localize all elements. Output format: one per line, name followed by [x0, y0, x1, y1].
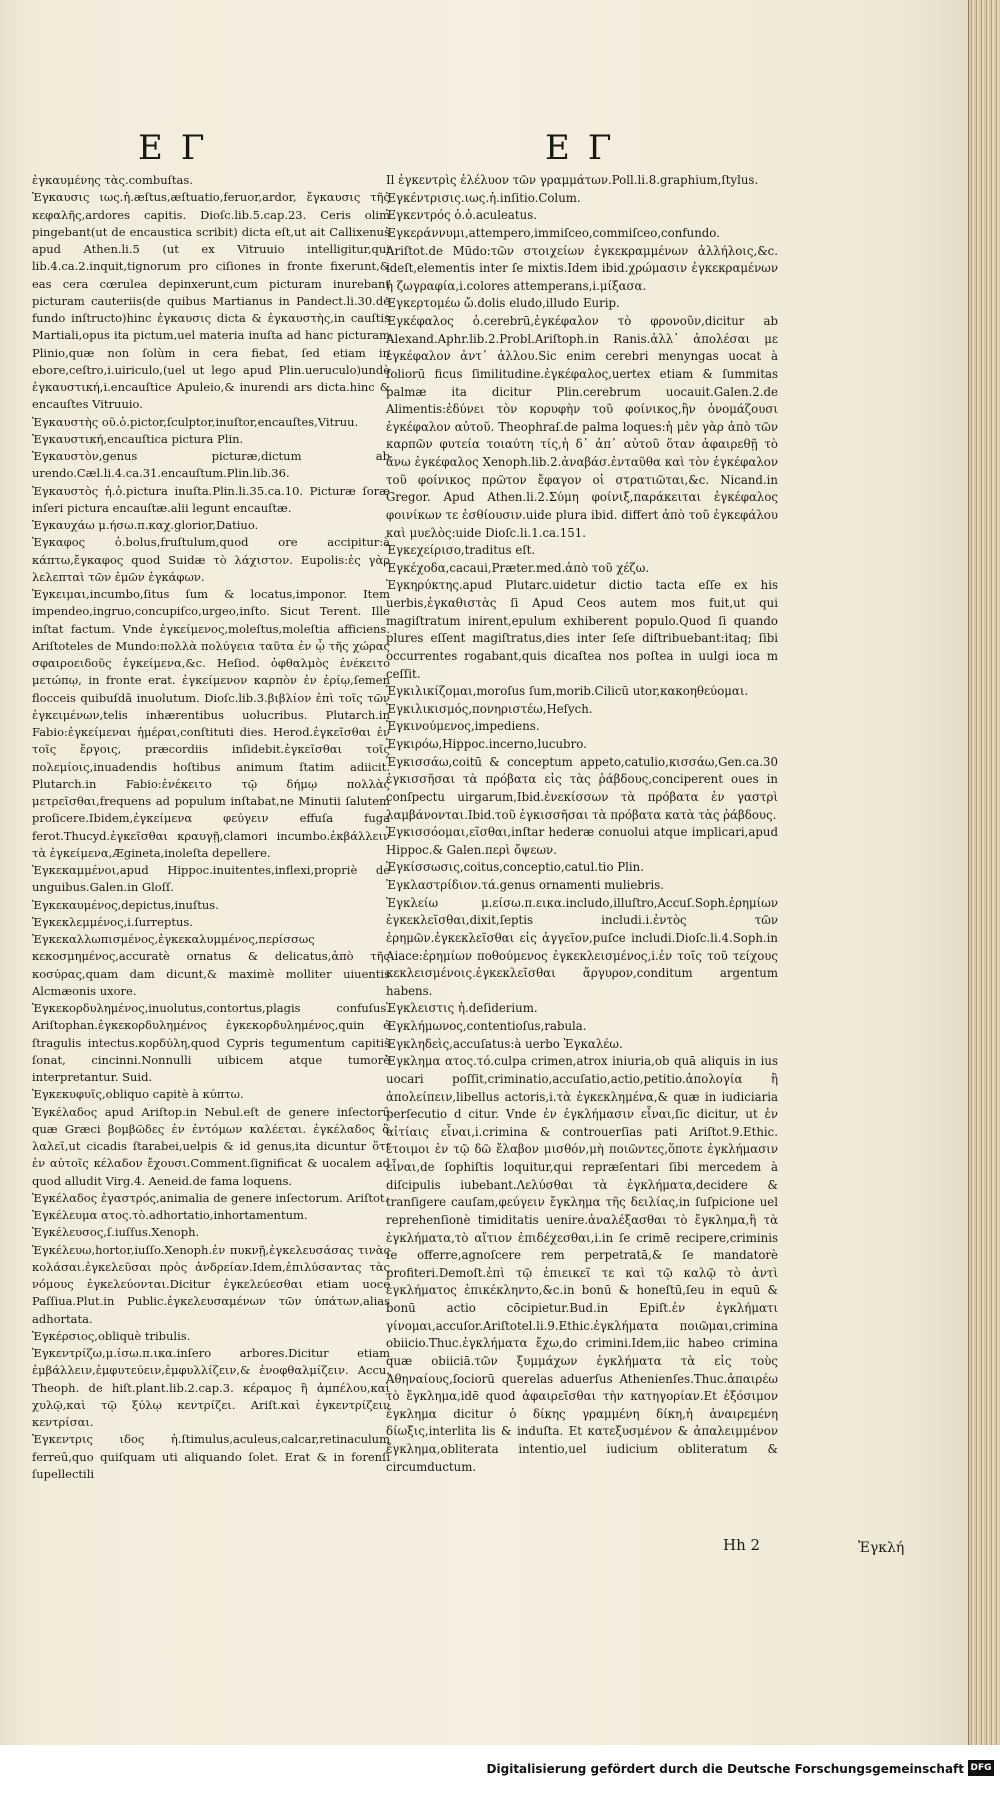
- right-running-head: ΕΓ: [545, 128, 630, 168]
- dictionary-entry: Ἐγκεντρις ιδος ἡ.ſtimulus,aculeus,calcar,retinaculum ferreū,quo quiſquam uti aliquando ſolet. Erat & in forenſi ſupellectili: [32, 1432, 390, 1481]
- dictionary-entry: Ἐγκέντρισις.ιως.ἡ.inſitio.Colum.: [386, 190, 581, 205]
- dictionary-entry: Ἐγκεκαλλωπισμένος,ἐγκεκαλυμμένος,περίσσως κεκοσμημένος,accuratè ornatus & delicatus,ἀπὸ τῆς κοσύρας,quam dam dicunt,& maximè molliter uiuentis Alcmæonis uxore.: [32, 932, 390, 998]
- dictionary-entry: Ἐγκλήμωνος,contentioſus,rabula.: [386, 1019, 587, 1033]
- dictionary-entry: Ἐγκέφαλος ὁ.cerebrū,ἐγκέφαλον τὸ φρονοῦν,dicitur ab Alexand.Aphr.lib.2.Probl.Ariſtoph.in Ranis.ἀλλ᾽ ἀπολέσαι με ἐγκέφαλον ἀντ᾽ ἀλλου.Sic enim cerebri menyngas uocat à foliorū ficus ſimilitudine.ἐγκέφαλος,uertex etiam & ſummitas palmæ ita dicitur Plin.cerebrum uocauit.Galen.2.de Alimentis:ἐδύνει τὸν κορυφὴν τοῦ φοίνικος,ἣν ὀνομάζουσι ἐγκέφαλον αὐτοῦ. Theophraſ.de palma loques:ἡ μὲν γὰρ ἀπὸ τῶν καρπῶν φυτεία τοιαύτη τίς,ἡ δ᾽ ἀπ᾽ αὐτοῦ ὅταν ἀφαιρεθῇ τὸ ἄνω ἐγκέφαλος Xenoph.lib.2.ἀναβάσ.ἐνταῦθα καὶ τὸν ἐγκέφαλον τοῦ φοίνικος πρῶτον ἔφαγον οἱ στρατιῶται,&c. Nicand.in Gregor. Apud Athen.li.2.Σύμη φοίνιξ,παράκειται ἐγκέφαλος φοινίκων τε ἐσθίουσιν.uide plura ibid. differt ἀπὸ τοῦ ἐγκεφάλου καὶ μυελὸς:uide Dioſc.li.1.ca.151.: [386, 314, 778, 540]
- dictionary-entry: Ἐγκεκορδυλημένος,inuolutus,contortus,plagis confuſus. Ariſtophan.ἐγκεκορδυλημένος ἐγκεκορδυλημένος,quin e ſtragulis intectus.κορδύλη,quod Cypris tegumentum capitis ſonat, cincinni.Nonnulli uibicem atque tumorè interpretantur. Suid.: [32, 1001, 390, 1084]
- dictionary-entry: Ἐγκεχείρισο,traditus eſt.: [386, 543, 536, 558]
- dictionary-entry: Ἐγκαυστὸς ἡ.ὁ.pictura inuſta.Plin.li.35.ca.10. Picturæ ſoræ inſeri pictura encauſtæ.alii legunt encauſtæ.: [32, 483, 390, 515]
- dictionary-entry: Ἐγκέρσιος,obliquè tribulis.: [32, 1328, 191, 1343]
- dictionary-entry: Ἐγκέλαδος apud Ariſtop.in Nebul.eſt de genere inſectorū quæ Græci βομβῶδες ἐν ἐντόμων καλέεται. ἐγκέλαδος ἃ λαλεῖ,ut cicadis ſtarabei,uelpis & id genus,ita dicuntur ὅτι ἐν αὐτοῖς κέλαδον ἔχουσι.Comment.ſignificat & uocalem ad quod alludit Virg.4. Aeneid.de fama loquens.: [32, 1104, 390, 1188]
- dictionary-entry: Ἐγκληδεὶς,accuſatus:à uerbo Ἐγκαλέω.: [386, 1036, 623, 1051]
- right-column: [386, 172, 778, 1476]
- dictionary-entry: Ἐγκεράννυμι,attempero,immiſceo,commiſceo,confundo. Ariſtot.de Mūdo:τῶν στοιχείων ἐγκεκραμμένων ἀλλήλοις,&c. ideſt,elementis inter ſe mixtis.Idem ibid.χρώμασιν ἐγκεκραμένων ἡ ζωγραφία,i.colores attemperans,i.μίξασα.: [386, 225, 778, 293]
- dictionary-entry: Ἐγκιλικίζομαι,moroſus ſum,morib.Cilicū utor,κακοηθεύομαι.: [386, 684, 749, 699]
- dictionary-entry: Ἐγκιλικισμός,πονηριστέω,Heſych.: [386, 701, 593, 716]
- dictionary-entry: Ἐγκέλευμα ατος.τὸ.adhortatio,inhortamentum.: [32, 1208, 308, 1222]
- dictionary-entry: Il ἐγκεντρὶς ἐλέλυον τῶν γραμμάτων.Poll.li.8.graphium,ſtylus.: [386, 173, 759, 187]
- footer-credit: Digitalisierung gefördert durch die Deutsche Forschungsgemeinschaft: [486, 1762, 964, 1776]
- dictionary-entry: Ἐγκειμαι,incumbo,ſitus ſum & locatus,imponor. Item impendeo,ingruo,concupiſco,urgeo,inſto. Sicut Terent. Ille inſtat factum. Vnde ἐγκείμενος,moleſtus,moleſtia afficiens. Ariſtoteles de Mundo:πολλὰ πολύγεια ταῦτα ἐν ᾧ τῆς χώρας σφαιροειδοῦς ἐγκείμενα,&c. Heſiod. ὀφθαλμὸς ἐνέκειτο μετώπῳ, in fronte erat. ἐγκείμενον καρπὸν ἐν ἐρίῳ,ſemen flocceis quibuſdā inuolutum. Dioſc.lib.3.βιβλίον ἐπὶ τοῖς τῶν ἐγκειμένων,telis inhærentibus uolucribus. Plutarch.in Fabio:ἐγκείμεναι ἡμέραι,conſtituti dies. Herod.ἐγκεῖσθαι ἐν τοῖς ἔργοις, præcordiis inſidebit.ἐγκεῖσθαι τοῖς πολεμίοις,inuadendis hoſtibus animum ſtatim adiicit. Plutarch.in Fabio:ἐνέκειτο τῷ δήμῳ πολλὰς μετρεῖσθαι,frequens ad populum inſtabat,ne Minutii ſalutem proſicere.Ibidem,ἐγκείμενα φεύγειν effuſa fuga ferot.Thucyd.ἐγκεῖσθαι κραυγῇ,clamori incumbo.ἐκβάλλειν τὰ ἐγκείμενα,Ægineta,inoleſta depellere.: [32, 587, 390, 860]
- dictionary-entry: Ἐγκέλαδος ἐγαστρός,animalia de genere inſectorum. Ariſtot.: [32, 1190, 389, 1205]
- dictionary-entry: Ἐγκεντρίζω,μ.ίσω.π.ικα.inſero arbores.Dicitur etiam ἐμβάλλειν,ἐμφυτεύειν,ἐμφυλλίζειν,& ἐνοφθαλμίζειν. Accu. Theoph. de hiſt.plant.lib.2.cap.3. κέραμος ἢ ἀμπέλου,καὶ χυλῷ,καὶ τῷ ξύλῳ κεντρίζει. Ariſt.καὶ ἐγκεντρίζειν κεντρίσαι.: [32, 1346, 390, 1429]
- dictionary-entry: Ἐγκεκαμμένοι,apud Hippoc.inuitentes,inflexi,propriè de unguibus.Galen.in Gloſſ.: [32, 863, 390, 895]
- signature-mark: Hh 2: [723, 1536, 761, 1554]
- dictionary-entry: Ἐγκερτομέω ὤ.dolis eludo,illudo Eurip.: [386, 296, 620, 311]
- dictionary-entry: Ἐγκέχοδα,cacaui,Præter.med.ἀπὸ τοῦ χέζω.: [386, 560, 650, 575]
- dictionary-entry: Ἐγκισσόομαι,εῖσθαι,inſtar hederæ conuolui atque implicari,apud Hippoc.& Galen.περὶ ὄψεων.: [386, 825, 778, 857]
- dictionary-entry: Ἐγκαφος ὁ.bolus,fruſtulum,quod ore accipitur:à κάπτω,ἔγκαφος quod Suidæ τὸ λάχιστον. Eupolis:ἐς γὰρ λελεπταὶ τῶν ἐμῶν ἐγκάφων.: [32, 535, 390, 584]
- dictionary-entry: Ἐγκεκυφυῖς,obliquo capitè à κύπτω.: [32, 1087, 244, 1102]
- dictionary-entry: Ἐγκλαστρίδιον.τά.genus ornamenti muliebris.: [386, 878, 664, 892]
- page-edge: [968, 0, 1000, 1745]
- dictionary-entry: Ἐγκέλευω,hortor,iuſſo.Xenoph.ἐν πυκνῇ,ἐγκελευσάσας τινὰς κολάσαι.ἐγκελεῦσαι πρὸς ἀνδρείαν.Idem,ἐπιλύσαντας τὰς νόμους ἐγκελεύονται.Dicitur ἐγκελεύεσθαι etiam uoce Paſſiua.Plut.in Public.ἐγκελευσαμένων τῶν ὑπάτων,alias adhortata.: [32, 1242, 390, 1326]
- dictionary-entry: Ἐγκαυστὴς οῦ.ὁ.pictor,ſculptor,inuſtor,encauſtes,Vitruu.: [32, 414, 359, 429]
- footer-bar: [0, 1745, 1000, 1794]
- dictionary-entry: Ἐγκίσσωσις,coitus,conceptio,catul.tio Plin.: [386, 860, 644, 875]
- dictionary-entry: Ἐγκεντρός ὁ.ὁ.aculeatus.: [386, 208, 537, 223]
- dictionary-entry: Ἐγκεκλεμμένος,i.ſurreptus.: [32, 914, 193, 929]
- dictionary-entry: ἐγκαυμένης τὰς.combuſtas.: [32, 173, 193, 187]
- dictionary-entry: Ἐγκαυσις ιως.ἡ.æſtus,æſtuatio,feruor,ardor, ἔγκαυσις τῆς κεφαλῆς,ardores capitis. Dioſc.lib.5.cap.23. Ceris olim pingebant(ut de encaustica scribit) dicta eſt,ut ait Callixenus apud Athen.li.5 (ut ex Vitruuio intelligitur,qui lib.4.ca.2.inquit,tignorum pro ciſiones in fronte fixerunt,& eas cera cœrulea depinxerunt,cum picturam inurebant picturam cauteriis(de quibus Martianus in Pandect.li.30.de fundo inſtructo)hinc ἐγκαυσις dicta & ἐγκαυστὴς,in cauſtis Martiali,opus ita pictum,uel materia inuſta ad hanc picturam Plinio,quæ non ſolùm in cera fiebat, ſed etiam in ebore,ceſtro,i.uiriculo,(uel ut lego apud Plin.ueruculo)undè ἐγκαυστική,i.encauſtice Apuleio,& inurendi ars dicta.hinc & encauſtes Vitruuio.: [32, 190, 390, 412]
- dictionary-entry: Ἐγκλημα ατος.τό.culpa crimen,atrox iniuria,ob quā aliquis in ius uocari poſſit,criminatio,accuſatio,actio,petitio.ἀπολογία ἢ ἀπολείπειν,libellus actoris,i.τὰ ἐγκεκλημένα,& quæ in iudiciaria perſecutio d citur. Vnde ἐν ἐγκλήμασιν εἶναι,ſic dicitur, ut ἐν αἰτίαις εἶναι,i.crimina & controuerſias pati Ariſtot.9.Ethic. ἔτοιμοι ἐν τῷ δῶ ἔλαβον μισθόν,μὴ ποιῶντες,ὅποτε ἐγκλήμασιν εἶναι,de ſophiſtis loquitur,qui repræſentari ſibi mercedem à diſcipulis iubebant.Λελύσθαι τὰ ἐγκλήματα,decidere & tranſigere cauſam,φεύγειν ἔγκλημα τῆς δειλίας,in ſuſpicione uel reprehenſionè timiditatis uenire.ἀναλέξασθαι τὸ ἔγκλημα,ἢ τὰ ἐγκλήματα,τὸ αἴτιον ἐπιδέχεσθαι,i.in ſe crimē recipere,criminis ſe offerre,agnoſcere rem perpetratā,& ſe mandatorè profiteri.Demoſt.ἐπὶ τῷ ἐπιεικεῖ τε καὶ τῷ καλῷ τὸ ἀντὶ ἐγκλήματος ἐπικέκληντο,&c.in bonū & honeſtū,ſeu in equū & bonū actio cōcipietur.Bud.in Epiſt.ἐν ἐγκλήματι γίνομαι,accuſor.Ariſtotel.li.9.Ethic.ἐγκλήματα ποιῶμαι,crimina obiicio.Thuc.ἐγκλήματα ἔχω,do crimini.Idem,iic habeo crimina quæ obiiciā.τῶν ξυμμάχων ἐγκλήματα τὰ εἰς τοὺς Ἀθηναίους,ſociorū querelas aduerſus Athenienſes.Thuc.ἀπαιρέω τὸ ἔγκλημα,idē quod ἀφαιρεῖσθαι τὴν κατηγορίαν.Et ἐξόσιμον ἔγκλημα dicitur ὁ δίκης γραμμένη δίκη,ἡ ἀναιρεμένη δίωξις,interlita lis & induſta. Et κατεξυσμένον & ἀπαλειμμένον ἔγκλημα,obliterata intentio,uel iudicium obliteratum & circumductum.: [386, 1054, 778, 1474]
- dictionary-entry: Ἐγκαυστική,encauſtica pictura Plin.: [32, 431, 244, 446]
- left-column: [32, 172, 390, 1483]
- dictionary-entry: Ἐγκινούμενος,impediens.: [386, 719, 540, 734]
- dictionary-entry: Ἐγκηρύκτης.apud Plutarc.uidetur dictio tacta eſſe ex his uerbis,ἐγκαθιστὰς ſi Apud Ceos autem mos fuit,ut qui magiſtratum inirent,epulum exhiberent populo.Quod ſi quando plures eſſent magiſtratus,dies inter ſeſe diſtribuebant:itaq; ſibi occurrentes rogabant,quis dicaſtea nos poſtea in uulgi ioca m ceſſit.: [386, 578, 778, 681]
- dictionary-entry: Ἐγκέλευσος,ſ.iuſſus.Xenoph.: [32, 1225, 200, 1240]
- dictionary-entry: Ἐγκαυχάω μ.ήσω.π.καχ.glorior,Datiuo.: [32, 518, 259, 532]
- dictionary-entry: Ἐγκλείω μ.είσω.π.εικα.includo,illuſtro,Accuſ.Soph.ἐρημίων ἐγκεκλεῖσθαι,dixit,ſeptis includi.i.ἐντὸς τῶν ἐρημῶν.ἐγκεκλεῖσθαι εἰς ἀγγεῖον,puſce includi.Dioſc.li.4.Soph.in Aiace:ἐρημίων ποθούμενος ἐγκεκλεισμένος,i.ἐν τοῖς τοῦ τείχους κεκλεισμένοις.ἐγκεκλεῖσθαι ἄργυρον,conditum argentum habens.: [386, 895, 778, 998]
- dictionary-entry: Ἐγκιρόω,Hippoc.incerno,lucubro.: [386, 737, 587, 751]
- dictionary-entry: Ἐγκεκαυμένος,depictus,inuſtus.: [32, 897, 219, 912]
- dictionary-entry: Ἐγκλειστις ἡ.deſiderium.: [386, 1001, 538, 1016]
- dfg-logo: DFG: [968, 1760, 994, 1776]
- dictionary-entry: Ἐγκισσάω,coitū & conceptum appeto,catulio,κισσάω,Gen.ca.30 ἐγκισσῆσαι τὰ πρόβατα εἰς τὰς ῥάβδους,conciperent oues in conſpectu uirgarum,Ibid.ἐνεκίσσων τὰ πρόβατα ἐν γαστρὶ λαμβάνονται.Ibid.τοῦ ἐγκισσῆσαι τὰ πρόβατα κατὰ τὰς ῥάβδους.: [386, 754, 778, 822]
- dictionary-entry: Ἐγκαυστὸν,genus picturæ,dictum ab urendo.Cæl.li.4.ca.31.encauſtum.Plin.lib.36.: [32, 449, 390, 481]
- catchword: Ἐγκλή: [858, 1540, 905, 1556]
- left-running-head: ΕΓ: [138, 128, 223, 168]
